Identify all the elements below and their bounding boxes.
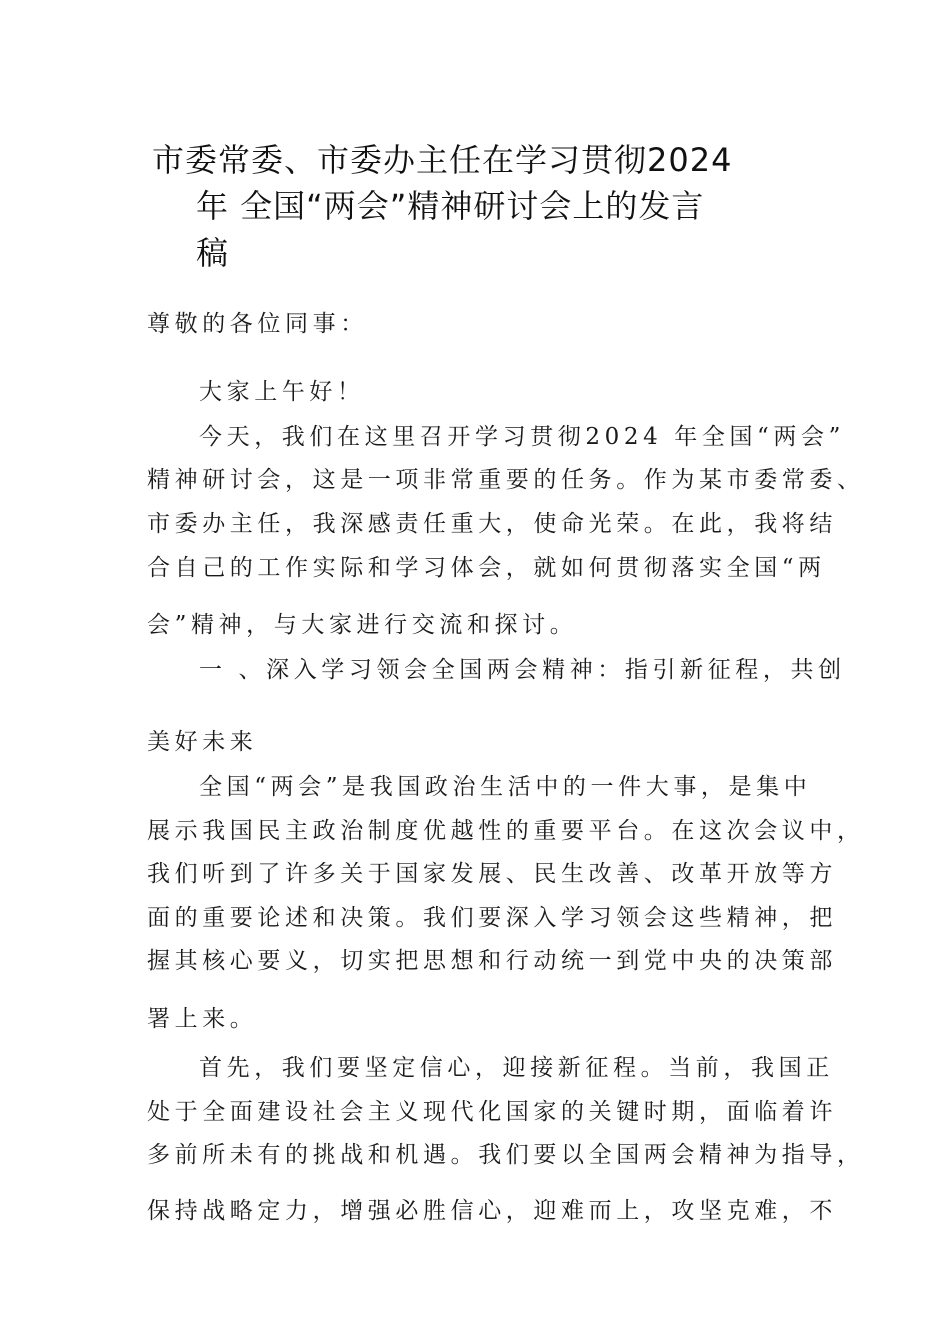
intro-paragraph-line-3: 市委办主任，我深感责任重大，使命光荣。在此，我将结 <box>147 511 837 537</box>
intro-paragraph-line-4: 合自己的工作实际和学习体会，就如何贯彻落实全国“两 <box>147 555 826 581</box>
paragraph-2-line-2: 展示我国民主政治制度优越性的重要平台。在这次会议中， <box>147 818 865 844</box>
intro-paragraph-line-1: 今天，我们在这里召开学习贯彻2024 年全国“两会” <box>199 424 845 450</box>
paragraph-2-line-3: 我们听到了许多关于国家发展、民生改善、改革开放等方 <box>147 861 837 887</box>
paragraph-2-line-4: 面的重要论述和决策。我们要深入学习领会这些精神，把 <box>147 905 837 931</box>
document-title-line-2: 年 全国“两会”精神研讨会上的发言 <box>196 187 705 225</box>
greeting: 大家上午好！ <box>199 379 365 405</box>
paragraph-3-line-4: 保持战略定力，增强必胜信心，迎难而上，攻坚克难，不 <box>147 1198 837 1224</box>
section-heading-line-2: 美好未来 <box>147 729 258 755</box>
intro-paragraph-line-2: 精神研讨会，这是一项非常重要的任务。作为某市委常委、 <box>147 467 865 493</box>
paragraph-3-line-1: 首先，我们要坚定信心，迎接新征程。当前，我国正 <box>199 1055 834 1081</box>
paragraph-3-line-3: 多前所未有的挑战和机遇。我们要以全国两会精神为指导， <box>147 1142 865 1168</box>
paragraph-2-line-1: 全国“两会”是我国政治生活中的一件大事，是集中 <box>199 774 812 800</box>
paragraph-2-line-6: 署上来。 <box>147 1006 258 1032</box>
document-title-line-3: 稿 <box>196 234 230 272</box>
paragraph-3-line-2: 处于全面建设社会主义现代化国家的关键时期，面临着许 <box>147 1099 837 1125</box>
intro-paragraph-line-5: 会”精神，与大家进行交流和探讨。 <box>147 612 578 638</box>
document-title-line-1: 市委常委、市委办主任在学习贯彻2024 <box>152 141 733 179</box>
section-heading-line-1: 一 、深入学习领会全国两会精神：指引新征程，共创 <box>199 657 846 683</box>
paragraph-2-line-5: 握其核心要义，切实把思想和行动统一到党中央的决策部 <box>147 948 837 974</box>
salutation: 尊敬的各位同事： <box>147 311 368 337</box>
